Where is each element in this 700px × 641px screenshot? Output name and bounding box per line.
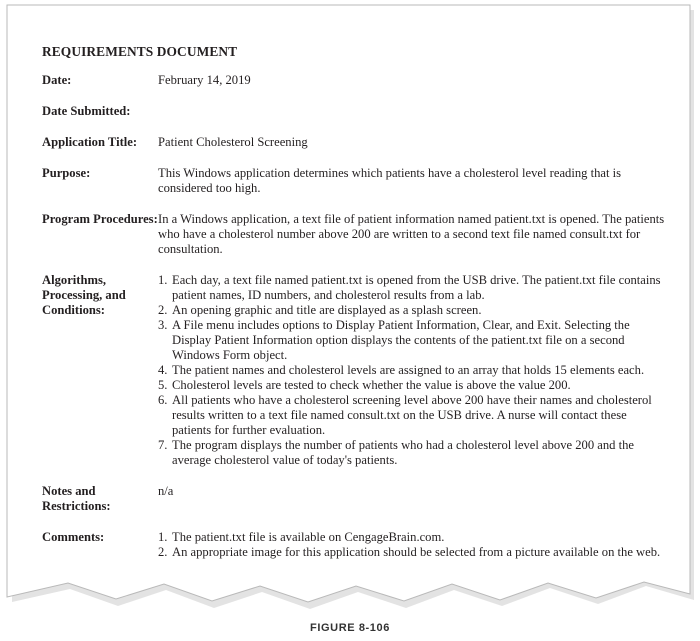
list-item-text: A File menu includes options to Display Patient Information, Clear, and Exit. Selecting the Display Patient Information option displays the contents of the patient.txt file on a second Windows Form object. [172, 318, 630, 362]
field-date-submitted [42, 104, 672, 119]
list-item [158, 393, 668, 438]
list-item-number: 1. [158, 530, 168, 544]
list-item-number: 2. [158, 303, 168, 317]
field-algorithms [42, 273, 672, 468]
list-item-number: 3. [158, 318, 168, 332]
field-value [158, 104, 672, 119]
list-item-number: 5. [158, 378, 168, 392]
field-label: Purpose: [42, 166, 91, 180]
field-label: Date: [42, 73, 72, 87]
figure-caption: FIGURE 8-106 [310, 622, 390, 634]
field-value: Patient Cholesterol Screening [158, 135, 308, 149]
field-value: February 14, 2019 [158, 73, 251, 87]
field-purpose [42, 166, 672, 196]
field-label: Notes and Restrictions: [42, 484, 111, 513]
list-item [158, 318, 668, 363]
list-item-number: 7. [158, 438, 168, 452]
field-label: Date Submitted: [42, 104, 131, 118]
field-label: Comments: [42, 530, 105, 544]
list-item-text: An appropriate image for this application should be selected from a picture available on the web. [172, 545, 661, 559]
list-item-number: 2. [158, 545, 168, 559]
field-label: Algorithms, Processing, and Conditions: [42, 273, 126, 317]
comments-list-container [158, 530, 672, 560]
list-item-text: Cholesterol levels are tested to check whether the value is above the value 200. [172, 378, 571, 392]
list-item [158, 303, 668, 318]
list-item [158, 530, 668, 545]
list-item [158, 378, 668, 393]
field-notes [42, 484, 672, 514]
requirements-document [42, 44, 672, 576]
field-value: n/a [158, 484, 174, 498]
algorithms-list [158, 273, 668, 468]
document-sheet [6, 4, 696, 616]
list-item-text: An opening graphic and title are displayed as a splash screen. [172, 303, 482, 317]
field-comments [42, 530, 672, 560]
field-application-title [42, 135, 672, 150]
field-value: This Windows application determines which patients have a cholesterol level reading that is considered too high. [158, 166, 621, 195]
list-item-text: The patient names and cholesterol levels are assigned to an array that holds 15 elements each. [172, 363, 645, 377]
list-item-number: 4. [158, 363, 168, 377]
list-item [158, 273, 668, 303]
field-date [42, 73, 672, 88]
field-program-procedures [42, 212, 672, 257]
list-item [158, 545, 668, 560]
field-label: Application Title: [42, 135, 138, 149]
list-item [158, 363, 668, 378]
list-item-text: The patient.txt file is available on CengageBrain.com. [172, 530, 445, 544]
field-value: In a Windows application, a text file of patient information named patient.txt is opened. The patients who have a cholesterol number above 200 are written to a second text file named consult.txt for consultation. [158, 212, 665, 256]
list-item-number: 1. [158, 273, 168, 287]
list-item-text: All patients who have a cholesterol screening level above 200 have their names and cholesterol results written to a text file named consult.txt on the USB drive. A nurse will contact these patients for further evaluation. [172, 393, 652, 437]
algorithms-list-container [158, 273, 672, 468]
list-item-text: The program displays the number of patients who had a cholesterol level above 200 and the average cholesterol value of today's patients. [172, 438, 634, 467]
field-label: Program Procedures: [42, 212, 158, 226]
list-item-number: 6. [158, 393, 168, 407]
document-title: REQUIREMENTS DOCUMENT [42, 44, 238, 59]
list-item [158, 438, 668, 468]
list-item-text: Each day, a text file named patient.txt is opened from the USB drive. The patient.txt file contains patient names, ID numbers, and cholesterol results from a lab. [172, 273, 661, 302]
comments-list [158, 530, 668, 560]
